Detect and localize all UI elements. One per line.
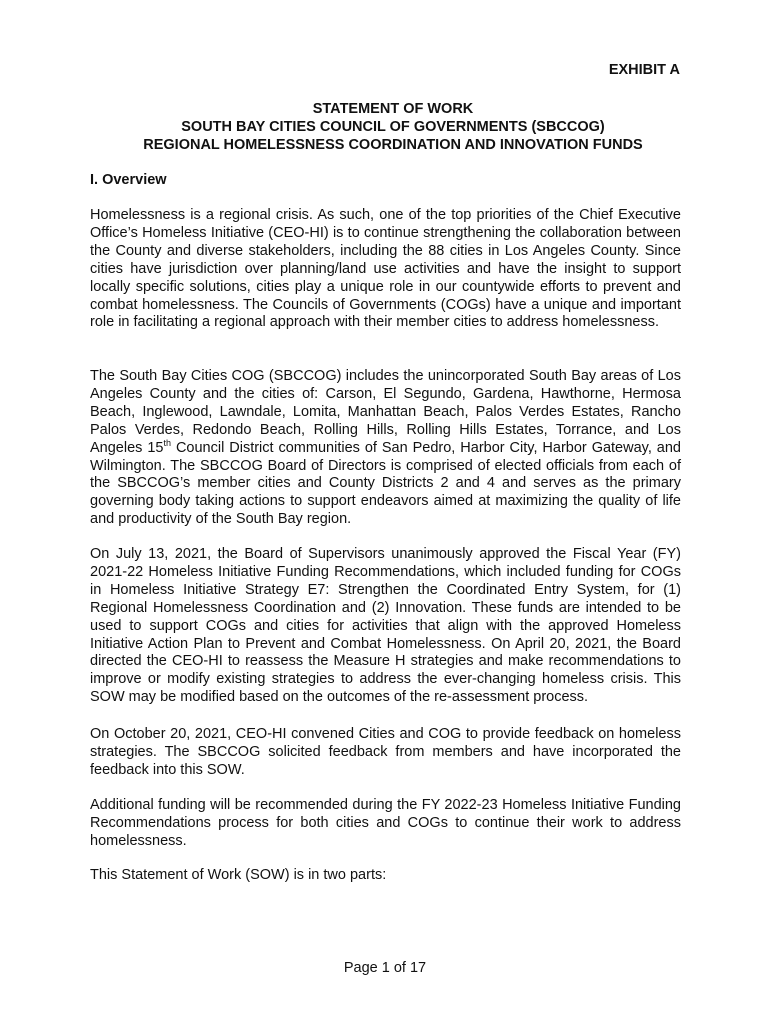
paragraph-text: The South Bay Cities COG (SBCCOG) includes the unincorporated South Bay areas of Los Angeles County and the cities of: Carson, El Segundo, Gardena, Hawthorne, Hermosa Beach, Inglewood, Lawndale, Lomita, Manhattan Beach, Palos Verdes Estates, Rancho Palos Verdes, Redondo Beach, Rolling Hills, Rolling Hills Estates, Torrance, and Los Angeles 15 bbox=[90, 368, 681, 456]
paragraph-sow-parts: This Statement of Work (SOW) is in two parts: bbox=[90, 867, 387, 883]
paragraph-sbccog-members bbox=[90, 368, 681, 529]
paragraph-homelessness-crisis: Homelessness is a regional crisis. As such, one of the top priorities of the Chief Executive Office’s Homeless Initiative (CEO-HI) is to continue strengthening the collaboration between the County and diverse stakeholders, including the 88 cities in Los Angeles County. Since cities have jurisdiction over planning/land use activities and have the insight to support locally specific solutions, cities play a unique role in our countywide efforts to prevent and combat homelessness. The Councils of Governments (COGs) have a unique and important role in facilitating a regional approach with their member cities to address homelessness. bbox=[90, 207, 681, 331]
exhibit-label: EXHIBIT A bbox=[608, 62, 680, 78]
paragraph-additional-funding: Additional funding will be recommended during the FY 2022-23 Homeless Initiative Funding Recommendations process for both cities and COGs to continue their work to address homelessness. bbox=[90, 797, 681, 849]
paragraph-text: Council District communities of San Pedro, Harbor City, Harbor Gateway, and Wilmington. The SBCCOG Board of Directors is comprised of elected officials from each of the SBCCOG’s member cities and County Districts 2 and 4 and serves as the primary governing body taking actions to support endeavors aimed at maximizing the quality of life and productivity of the South Bay region. bbox=[90, 439, 682, 528]
page-number-footer: Page 1 of 17 bbox=[343, 960, 427, 976]
document-title-block bbox=[0, 100, 770, 154]
paragraph-board-approval: On July 13, 2021, the Board of Supervisors unanimously approved the Fiscal Year (FY) 2021-22 Homeless Initiative Funding Recommendations, which included funding for COGs in Homeless Initiative Strategy E7: Strengthen the Coordinated Entry System, for (1) Regional Homelessness Coordination and (2) Innovation. These funds are intended to be used to support COGs and cities for activities that align with the approved Homeless Initiative Action Plan to Prevent and Combat Homelessness. On April 20, 2021, the Board directed the CEO-HI to reassess the Measure H strategies and make recommendations to improve or modify existing strategies to address the ever-changing homeless crisis. This SOW may be modified based on the outcomes of the re-assessment process. bbox=[90, 546, 681, 706]
title-line-organization: SOUTH BAY CITIES COUNCIL OF GOVERNMENTS (SBCCOG) bbox=[181, 119, 605, 135]
title-line-program: REGIONAL HOMELESSNESS COORDINATION AND INNOVATION FUNDS bbox=[143, 137, 643, 153]
ordinal-superscript: th bbox=[163, 437, 171, 448]
paragraph-feedback: On October 20, 2021, CEO-HI convened Cities and COG to provide feedback on homeless strategies. The SBCCOG solicited feedback from members and have incorporated the feedback into this SOW. bbox=[90, 726, 681, 778]
title-line-statement: STATEMENT OF WORK bbox=[312, 101, 474, 117]
section-heading-overview: I. Overview bbox=[90, 172, 167, 188]
